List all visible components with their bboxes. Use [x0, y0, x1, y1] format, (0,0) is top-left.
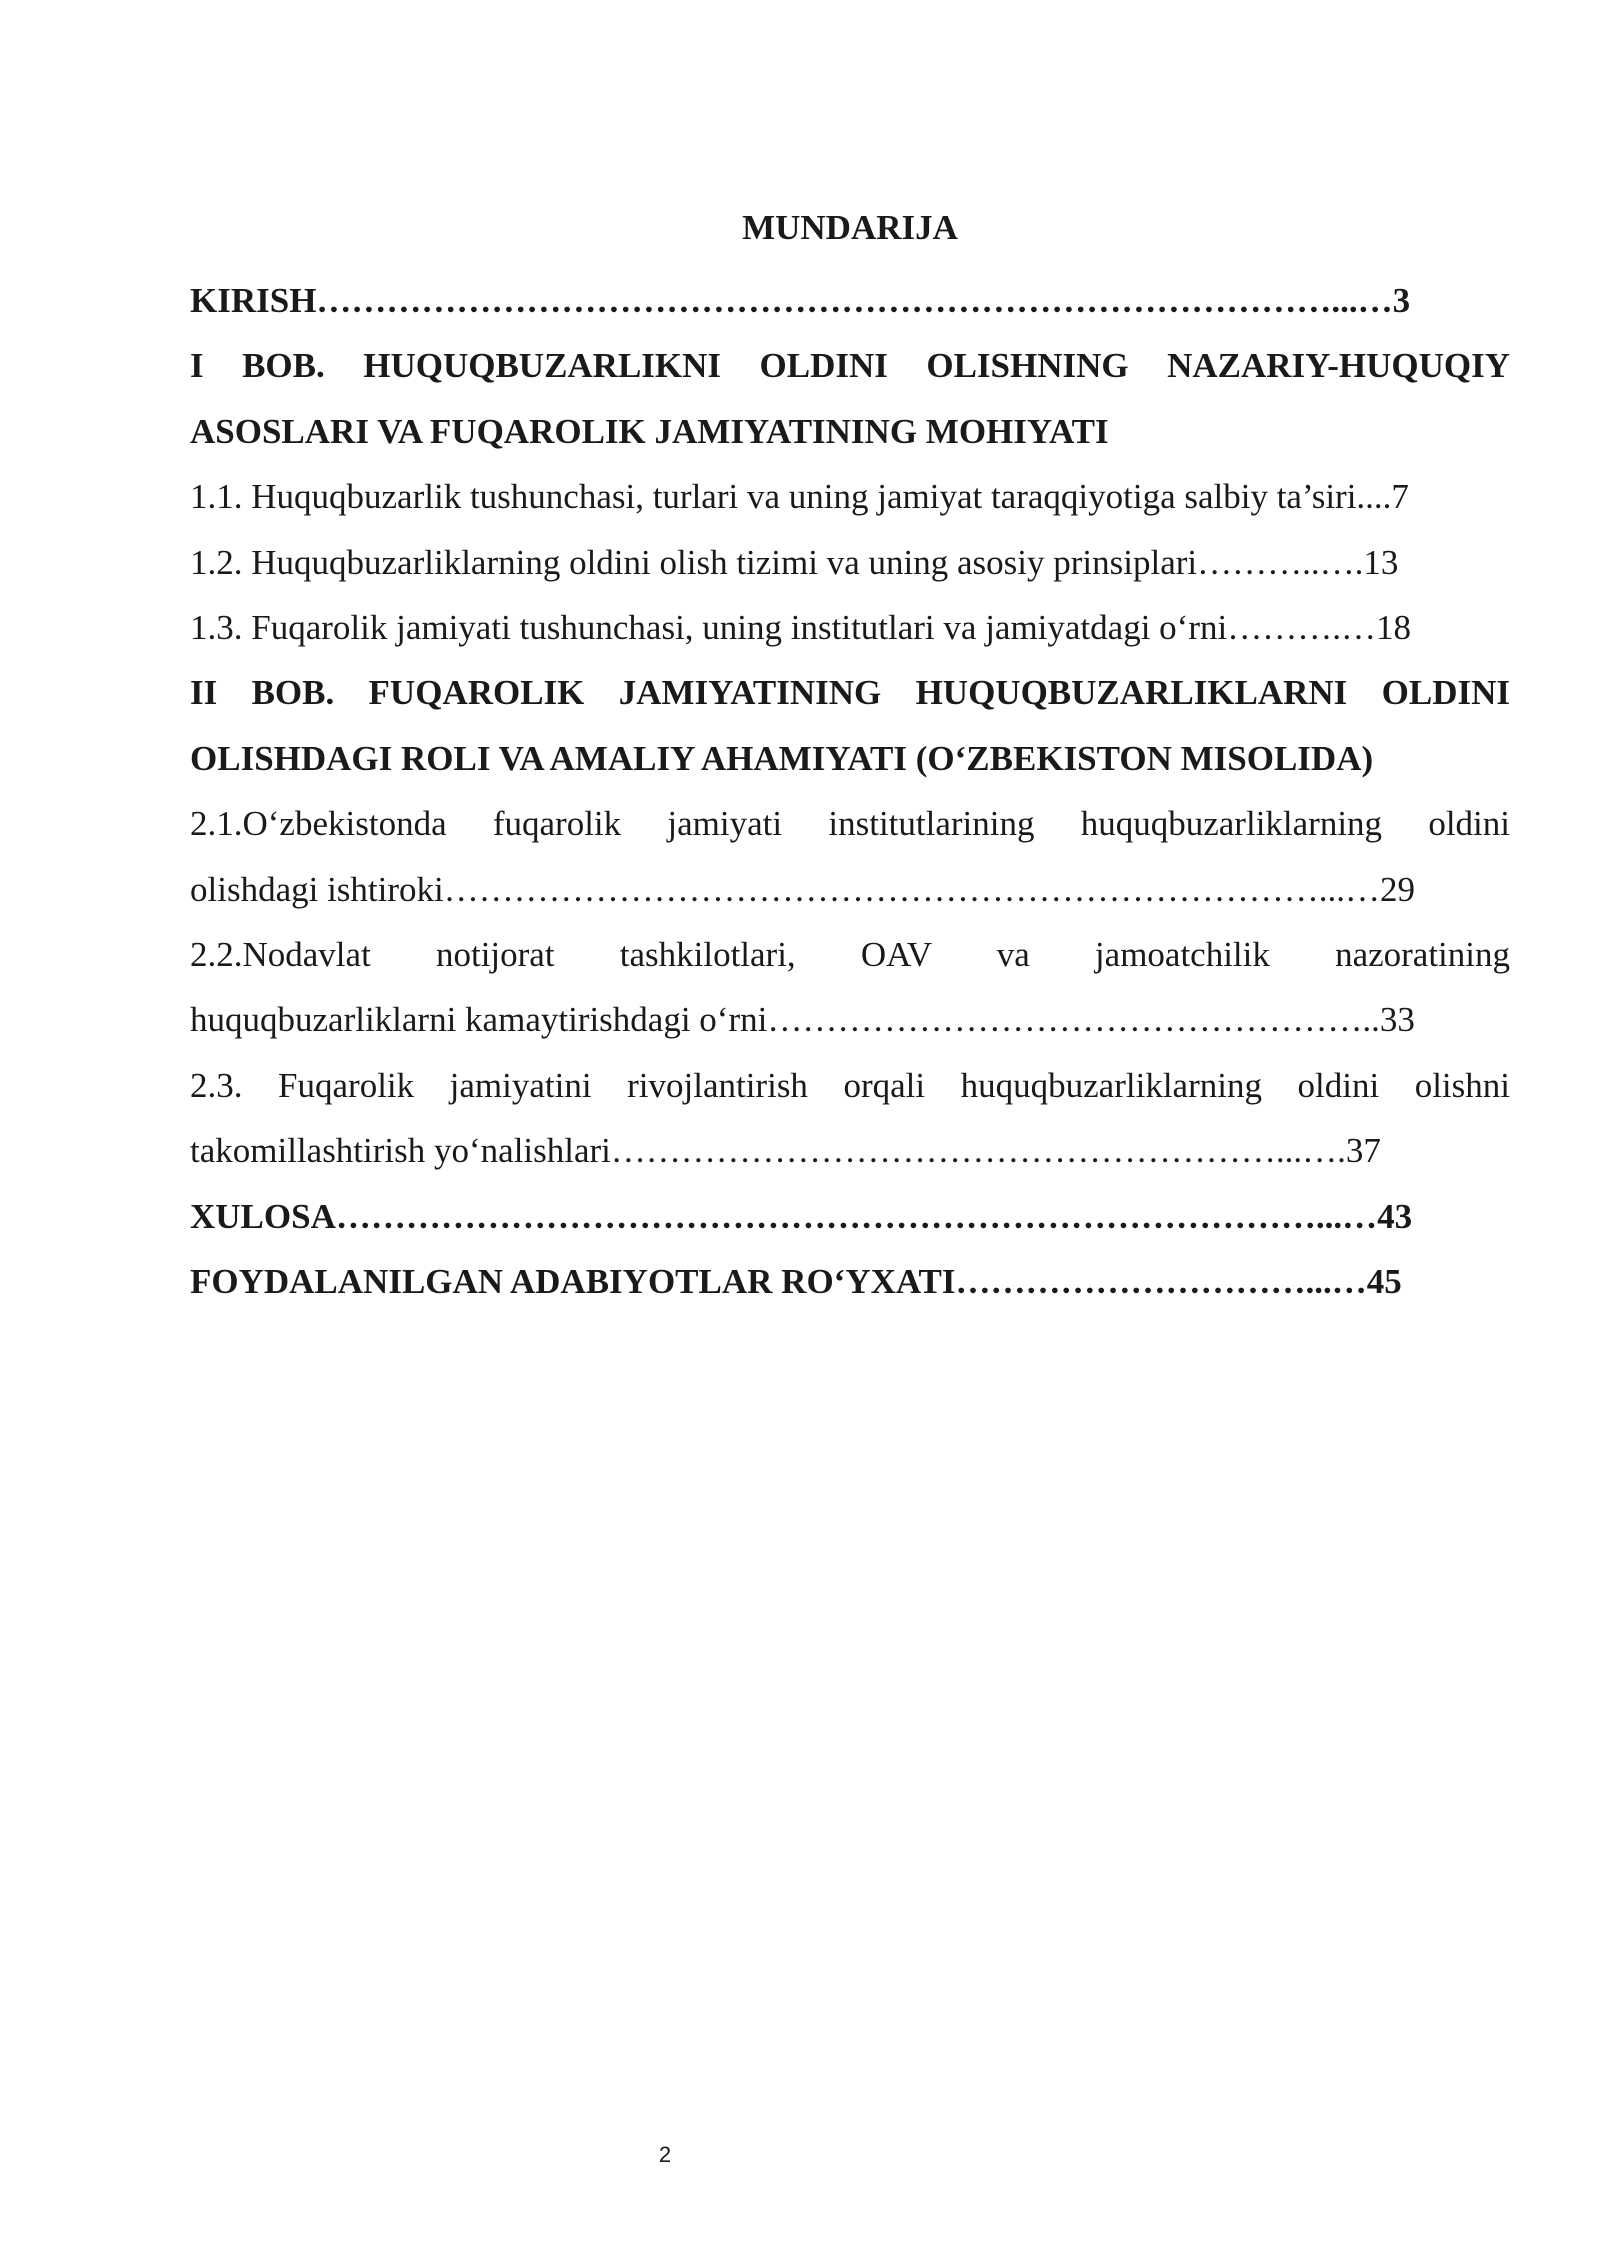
- toc-entry-xulosa: XULOSA…………………………………………………………………………...…43: [190, 1196, 1413, 1236]
- toc-section-2-1-line-1: 2.1.O‘zbekistonda fuqarolik jamiyati institutlarining huquqbuzarliklarning oldini: [190, 804, 1510, 844]
- toc-chapter-2-heading-line-2: OLISHDAGI ROLI VA AMALIY AHAMIYATI (O‘ZBEKISTON MISOLIDA): [190, 738, 1374, 778]
- toc-chapter-1-heading-line-2: ASOSLARI VA FUQAROLIK JAMIYATINING MOHIYATI: [190, 411, 1109, 451]
- toc-section-2-1-line-2: olishdagi ishtiroki…………………………………………………………………...…29: [190, 869, 1415, 909]
- page-number: 2: [658, 2142, 672, 2167]
- toc-entry-kirish: KIRISH……………………………………………………………………………...…3: [190, 281, 1411, 320]
- toc-section-2-2-line-2: huquqbuzarliklarni kamaytirishdagi o‘rni……………………………………………..33: [190, 1000, 1415, 1040]
- toc-section-2-3-line-1: 2.3. Fuqarolik jamiyatini rivojlantirish orqali huquqbuzarliklarning oldini olishni: [190, 1065, 1510, 1105]
- toc-entry-bibliography: FOYDALANILGAN ADABIYOTLAR RO‘YXATI…………………………...…45: [190, 1262, 1402, 1302]
- toc-chapter-1-heading-line-1: I BOB. HUQUQBUZARLIKNI OLDINI OLISHNING NAZARIY-HUQUQIY: [190, 346, 1510, 386]
- table-of-contents: [190, 268, 1510, 1315]
- toc-section-1-3: 1.3. Fuqarolik jamiyati tushunchasi, uning institutlari va jamiyatdagi o‘rni……….…18: [190, 608, 1411, 648]
- page-title: MUNDARIJA: [742, 208, 958, 247]
- toc-chapter-2-heading-line-1: II BOB. FUQAROLIK JAMIYATINING HUQUQBUZARLIKLARNI OLDINI: [190, 673, 1510, 713]
- toc-section-2-2-line-1: 2.2.Nodavlat notijorat tashkilotlari, OAV va jamoatchilik nazoratining: [190, 935, 1510, 975]
- toc-section-1-1: 1.1. Huquqbuzarlik tushunchasi, turlari va uning jamiyat taraqqiyotiga salbiy ta’siri....7: [190, 477, 1409, 517]
- toc-section-1-2: 1.2. Huquqbuzarliklarning oldini olish tizimi va uning asosiy prinsiplari………..….13: [190, 542, 1399, 582]
- toc-section-2-3-line-2: takomillashtirish yo‘nalishlari…………………………………………………...….37: [190, 1131, 1381, 1171]
